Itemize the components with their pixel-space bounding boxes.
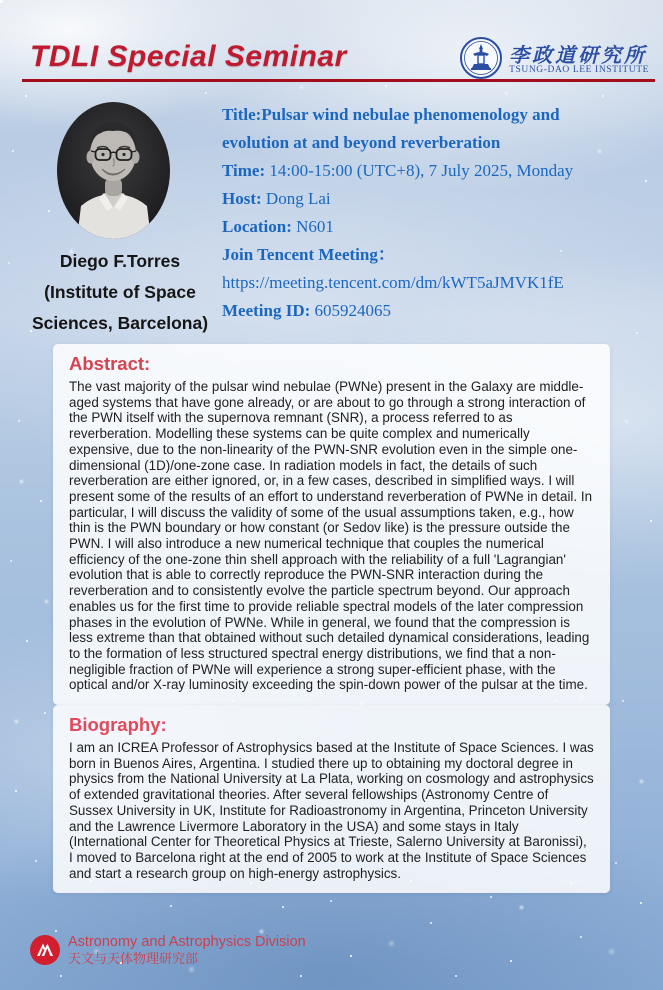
- division-logo-icon: [30, 935, 60, 965]
- title-label: Title:: [222, 105, 262, 124]
- institute-name-cn: 李政道研究所: [509, 43, 648, 68]
- institute-brand: [459, 36, 649, 85]
- meeting-id-text: 605924065: [310, 301, 392, 320]
- speaker-affiliation-line2: Sciences, Barcelona): [31, 313, 209, 333]
- meeting-label-line: [222, 241, 628, 269]
- host-text: Dong Lai: [261, 189, 331, 208]
- star-speckles-large: [0, 0, 3, 3]
- speaker-name: Diego F.Torres: [59, 251, 181, 271]
- biography-panel: [53, 705, 610, 893]
- abstract-panel: [53, 344, 610, 705]
- location-label: Location:: [222, 217, 292, 236]
- division-name: [68, 934, 306, 967]
- institute-name: [509, 45, 649, 76]
- division-name-en: Astronomy and Astrophysics Division: [68, 934, 306, 950]
- biography-heading: Biography:: [69, 714, 167, 735]
- host-label: Host:: [222, 189, 262, 208]
- page-title: TDLI Special Seminar: [30, 40, 347, 73]
- tdli-seal-icon: [459, 36, 503, 85]
- meeting-id-label: Meeting ID:: [222, 301, 311, 320]
- seminar-time-line: [222, 157, 628, 185]
- seminar-title-line: [222, 101, 628, 157]
- location-text: N601: [291, 217, 334, 236]
- seminar-details: [222, 101, 628, 325]
- footer: [30, 934, 306, 967]
- division-name-cn: 天文与天体物理研究部: [68, 951, 199, 967]
- speaker-photo: [57, 102, 170, 239]
- speaker-name-block: [14, 246, 226, 339]
- abstract-body: The vast majority of the pulsar wind nebulae (PWNe) present in the Galaxy are middle-aged systems that have gone already, or are about to go through a strong interaction of the PWN itself with the supernova remnant (SNR), a process referred to as reverberation. Modelling these systems can be quite complex and numerically expensive, due to the non-linearity of the PWN-SNR evolution even in the simple one-dimensional (1D)/one-zone case. In radiation models in fact, the details of such reverberation are either ignored, or, in a few cases, described in simplified ways. I will present some of the results of an effort to understand reverberation of PWNe in detail. In particular, I will discuss the validity of some of the usual assumptions taken, e.g., how thin is the PWN boundary or how constant (or Sedov like) is the pressure outside the PWN. I will also introduce a new numerical technique that couples the numerical efficiency of the one-zone thin shell approach with the reliability of a full 'Lagrangian' evolution that is able to correctly reproduce the PWN-SNR interaction during the reverberation and to consistently evolve the particle spectrum beyond. Our approach enables us for the first time to provide reliable spectral models of the later compression phases in the evolution of PWNe. While in general, we found that the compression is less extreme than that obtained without such detailed dynamical considerations, leading to the formation of less structured spectral energy distributions, we find that a non-negligible fraction of PWNe will experience a strong super-efficient phase, with the optical and/or X-ray luminosity exceeding the spin-down power of the pulsar at the time.: [69, 379, 593, 693]
- time-label: Time:: [222, 161, 266, 180]
- abstract-heading: Abstract:: [69, 353, 151, 374]
- biography-body: I am an ICREA Professor of Astrophysics based at the Institute of Space Sciences. I was born in Buenos Aires, Argentina. I studied there up to obtaining my doctoral degree in physics from the National University at La Plata, working on cosmology and astrophysics of extended gravitational theories. After several fellowships (Astronomy Centre of Sussex University in UK, Institute for Radioastronomy in Argentina, Princeton University and the Lawrence Livermore Laboratory in the USA) and some stays in Italy (International Center for Theoretical Physics at Trieste, Salerno University at Baronissi), I moved to Barcelona right at the end of 2005 to work at the Institute of Space Sciences and start a research group on high-energy astrophysics.: [69, 740, 594, 881]
- time-text: 14:00-15:00 (UTC+8), 7 July 2025, Monday: [265, 161, 574, 180]
- seminar-location-line: [222, 213, 628, 241]
- meeting-label: Join Tencent Meeting：: [222, 245, 395, 264]
- title-text: Pulsar wind nebulae phenomenology and evolution at and beyond reverberation: [222, 105, 560, 152]
- meeting-id-line: [222, 297, 628, 325]
- meeting-url-line: [222, 269, 628, 297]
- speaker-affiliation-line1: (Institute of Space: [44, 282, 196, 302]
- institute-name-en: TSUNG-DAO LEE INSTITUTE: [509, 65, 649, 76]
- meeting-link[interactable]: https://meeting.tencent.com/dm/kWT5aJMVK1fE: [222, 273, 564, 292]
- seminar-host-line: [222, 185, 628, 213]
